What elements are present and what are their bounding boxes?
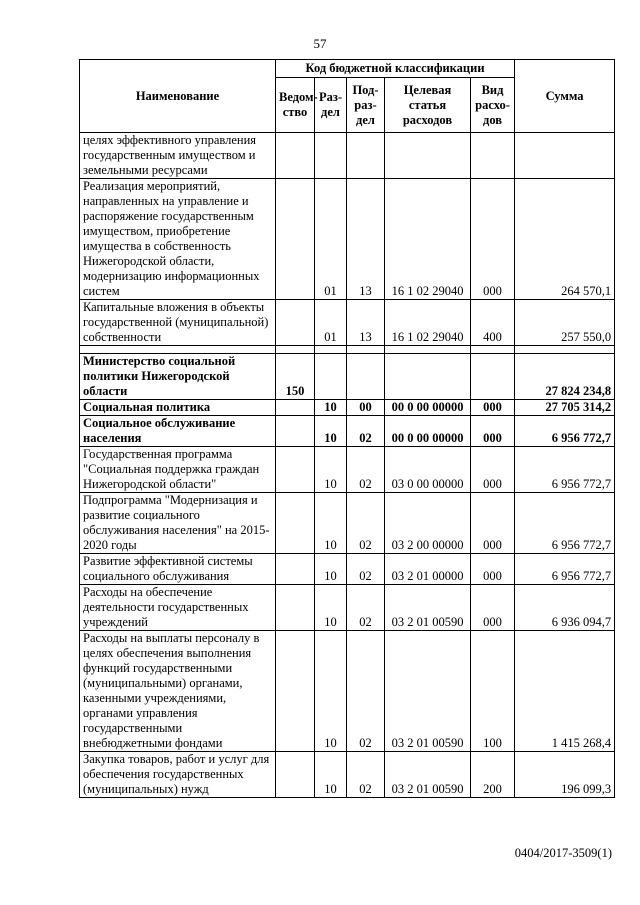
- sum-cell: 27 824 234,8: [515, 354, 615, 400]
- document-code: 0404/2017-3509(1): [514, 846, 612, 860]
- table-row: [80, 752, 615, 798]
- name-cell: Развитие эффективной системы социального обслуживания: [80, 554, 276, 585]
- sum-cell: 1 415 268,4: [515, 631, 615, 752]
- name-cell: Реализация мероприятий, направленных на управление и распоряжение государственным имуществом, приобретение имущества в собственность Нижегородской области, модернизацию информационных систем: [80, 179, 276, 300]
- name-cell: целях эффективного управления государственным имуществом и земельными ресурсами: [80, 133, 276, 179]
- header-sum: Сумма: [515, 60, 615, 133]
- table-row: [80, 447, 615, 493]
- vid-cell: 000: [471, 493, 515, 554]
- target-cell: 03 2 01 00590: [385, 631, 471, 752]
- podrazdel-cell: 00: [347, 400, 385, 416]
- podrazdel-cell: 02: [347, 493, 385, 554]
- razdel-cell: 10: [315, 631, 347, 752]
- vid-cell: 200: [471, 752, 515, 798]
- spacer-cell: [347, 346, 385, 354]
- vedomstvo-cell: [276, 752, 315, 798]
- vid-cell: 100: [471, 631, 515, 752]
- vedomstvo-cell: [276, 493, 315, 554]
- razdel-cell: 10: [315, 400, 347, 416]
- header-vedomstvo: Ведом-ство: [276, 78, 315, 133]
- vedomstvo-cell: 150: [276, 354, 315, 400]
- razdel-cell: 10: [315, 585, 347, 631]
- vid-cell: 000: [471, 416, 515, 447]
- name-cell: Социальное обслуживание населения: [80, 416, 276, 447]
- table-row: [80, 416, 615, 447]
- name-cell: Социальная политика: [80, 400, 276, 416]
- razdel-cell: 10: [315, 416, 347, 447]
- spacer-cell: [315, 346, 347, 354]
- podrazdel-cell: 02: [347, 752, 385, 798]
- sum-cell: 196 099,3: [515, 752, 615, 798]
- podrazdel-cell: 02: [347, 585, 385, 631]
- name-cell: Расходы на выплаты персоналу в целях обеспечения выполнения функций государственными (муниципальными) органами, казенными учреждениями, органами управления государственными внебюджетными фондами: [80, 631, 276, 752]
- podrazdel-cell: 02: [347, 447, 385, 493]
- razdel-cell: [315, 354, 347, 400]
- podrazdel-cell: 13: [347, 300, 385, 346]
- target-cell: 16 1 02 29040: [385, 300, 471, 346]
- sum-cell: 6 956 772,7: [515, 554, 615, 585]
- razdel-cell: 01: [315, 179, 347, 300]
- vedomstvo-cell: [276, 447, 315, 493]
- podrazdel-cell: 02: [347, 631, 385, 752]
- table-row: [80, 631, 615, 752]
- podrazdel-cell: 13: [347, 179, 385, 300]
- sum-cell: 257 550,0: [515, 300, 615, 346]
- table-row: [80, 300, 615, 346]
- vid-cell: 000: [471, 585, 515, 631]
- name-cell: Закупка товаров, работ и услуг для обеспечения государственных (муниципальных) нужд: [80, 752, 276, 798]
- vedomstvo-cell: [276, 585, 315, 631]
- razdel-cell: 10: [315, 554, 347, 585]
- sum-cell: [515, 133, 615, 179]
- spacer-cell: [385, 346, 471, 354]
- target-cell: [385, 354, 471, 400]
- header-target: Целевая статья расходов: [385, 78, 471, 133]
- table-row: [80, 400, 615, 416]
- vedomstvo-cell: [276, 133, 315, 179]
- header-razdel: Раз-дел: [315, 78, 347, 133]
- table-body: [80, 133, 615, 798]
- vid-cell: [471, 354, 515, 400]
- vedomstvo-cell: [276, 300, 315, 346]
- spacer-cell: [471, 346, 515, 354]
- table-row: [80, 554, 615, 585]
- sum-cell: 6 956 772,7: [515, 447, 615, 493]
- name-cell: Подпрограмма "Модернизация и развитие социального обслуживания населения" на 2015-2020 годы: [80, 493, 276, 554]
- target-cell: 16 1 02 29040: [385, 179, 471, 300]
- razdel-cell: 10: [315, 447, 347, 493]
- name-cell: Государственная программа "Социальная поддержка граждан Нижегородской области": [80, 447, 276, 493]
- sum-cell: 264 570,1: [515, 179, 615, 300]
- sum-cell: 27 705 314,2: [515, 400, 615, 416]
- header-name: Наименование: [80, 60, 276, 133]
- sum-cell: 6 956 772,7: [515, 493, 615, 554]
- spacer-cell: [276, 346, 315, 354]
- header-vid: Вид расхо-дов: [471, 78, 515, 133]
- vid-cell: 400: [471, 300, 515, 346]
- name-cell: Министерство социальной политики Нижегородской области: [80, 354, 276, 400]
- target-cell: 03 2 01 00590: [385, 585, 471, 631]
- vid-cell: [471, 133, 515, 179]
- vedomstvo-cell: [276, 179, 315, 300]
- table-row: [80, 585, 615, 631]
- name-cell: Расходы на обеспечение деятельности государственных учреждений: [80, 585, 276, 631]
- table-row: [80, 179, 615, 300]
- podrazdel-cell: 02: [347, 554, 385, 585]
- target-cell: 00 0 00 00000: [385, 400, 471, 416]
- spacer-cell: [515, 346, 615, 354]
- podrazdel-cell: [347, 133, 385, 179]
- target-cell: 00 0 00 00000: [385, 416, 471, 447]
- spacer-row: [80, 346, 615, 354]
- table-row: [80, 133, 615, 179]
- razdel-cell: 10: [315, 752, 347, 798]
- sum-cell: 6 936 094,7: [515, 585, 615, 631]
- vedomstvo-cell: [276, 416, 315, 447]
- vid-cell: 000: [471, 400, 515, 416]
- vedomstvo-cell: [276, 400, 315, 416]
- target-cell: 03 0 00 00000: [385, 447, 471, 493]
- name-cell: Капитальные вложения в объекты государственной (муниципальной) собственности: [80, 300, 276, 346]
- table-row: [80, 354, 615, 400]
- target-cell: 03 2 01 00590: [385, 752, 471, 798]
- table-row: [80, 493, 615, 554]
- vedomstvo-cell: [276, 554, 315, 585]
- target-cell: 03 2 00 00000: [385, 493, 471, 554]
- podrazdel-cell: 02: [347, 416, 385, 447]
- budget-table: [79, 59, 615, 798]
- razdel-cell: 01: [315, 300, 347, 346]
- vid-cell: 000: [471, 179, 515, 300]
- header-podrazdel: Под-раз-дел: [347, 78, 385, 133]
- razdel-cell: 10: [315, 493, 347, 554]
- vedomstvo-cell: [276, 631, 315, 752]
- header-classification-group: Код бюджетной классификации: [276, 60, 515, 78]
- target-cell: [385, 133, 471, 179]
- podrazdel-cell: [347, 354, 385, 400]
- page-number: 57: [313, 36, 327, 51]
- razdel-cell: [315, 133, 347, 179]
- vid-cell: 000: [471, 554, 515, 585]
- spacer-cell: [80, 346, 276, 354]
- vid-cell: 000: [471, 447, 515, 493]
- sum-cell: 6 956 772,7: [515, 416, 615, 447]
- target-cell: 03 2 01 00000: [385, 554, 471, 585]
